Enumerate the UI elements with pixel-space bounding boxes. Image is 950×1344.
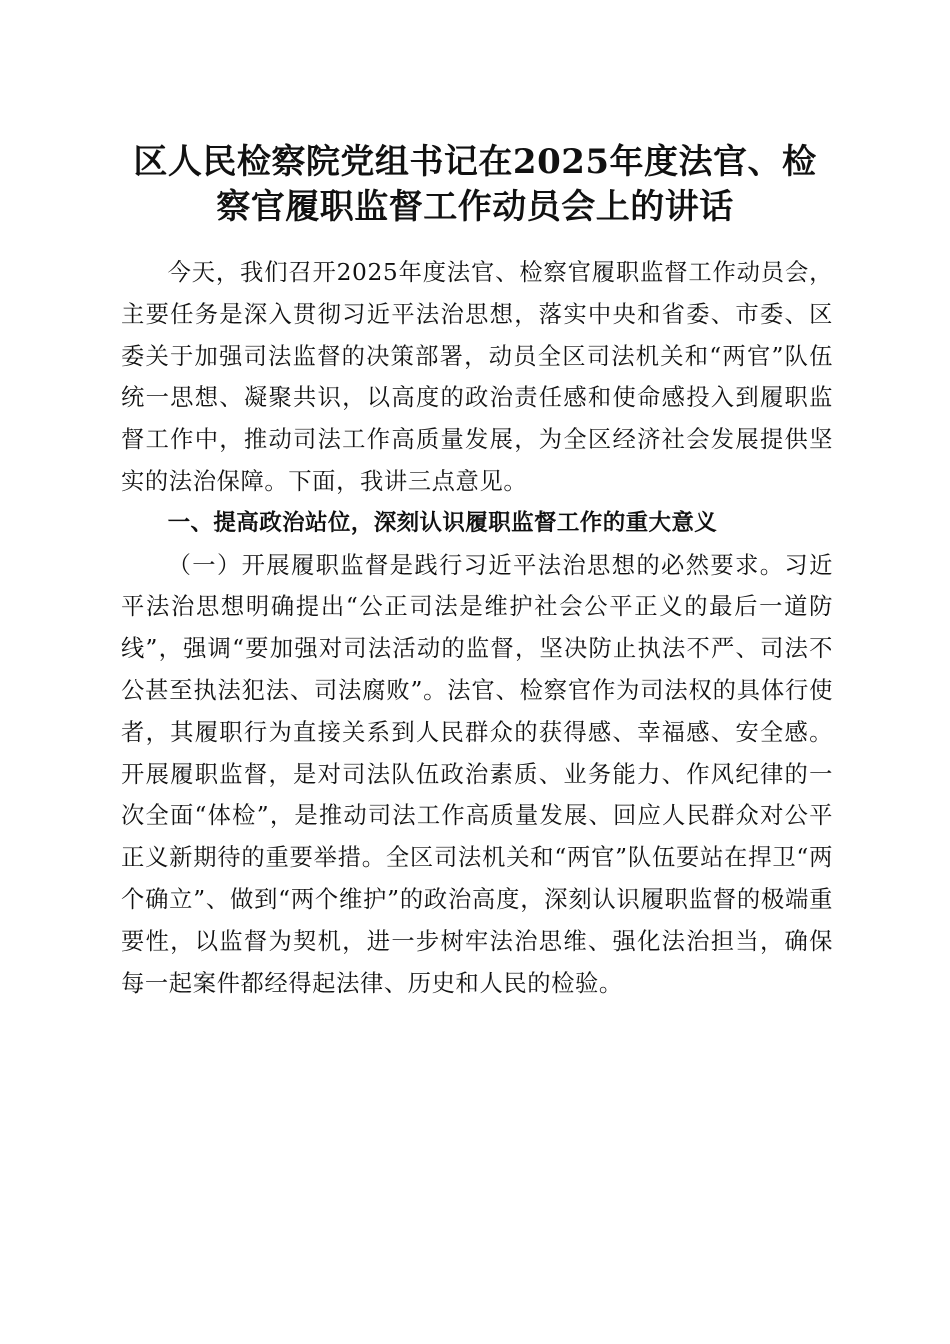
document-title [110, 140, 840, 230]
document-body [121, 252, 833, 1004]
section-paragraph: （一）开展履职监督是践行习近平法治思想的必然要求。习近平法治思想明确提出“公正司法是维护社会公平正义的最后一道防线”，强调“要加强对司法活动的监督，坚决防止执法不严、司法不公甚至执法犯法、司法腐败”。法官、检察官作为司法权的具体行使者，其履职行为直接关系到人民群众的获得感、幸福感、安全感。开展履职监督，是对司法队伍政治素质、业务能力、作风纪律的一次全面“体检”，是推动司法工作高质量发展、回应人民群众对公平正义新期待的重要举措。全区司法机关和“两官”队伍要站在捍卫“两个确立”、做到“两个维护”的政治高度，深刻认识履职监督的极端重要性，以监督为契机，进一步树牢法治思维、强化法治担当，确保每一起案件都经得起法律、历史和人民的检验。 [121, 551, 833, 997]
section-heading: 一、提高政治站位，深刻认识履职监督工作的重大意义 [167, 509, 718, 536]
title-line-1: 区人民检察院党组书记在2025年度法官、检 [133, 142, 817, 182]
title-line-2: 察官履职监督工作动员会上的讲话 [216, 187, 734, 227]
intro-paragraph: 今天，我们召开2025年度法官、检察官履职监督工作动员会，主要任务是深入贯彻习近平法治思想，落实中央和省委、市委、区委关于加强司法监督的决策部署，动员全区司法机关和“两官”队伍统一思想、凝聚共识，以高度的政治责任感和使命感投入到履职监督工作中，推动司法工作高质量发展，为全区经济社会发展提供坚实的法治保障。下面，我讲三点意见。 [121, 259, 833, 495]
